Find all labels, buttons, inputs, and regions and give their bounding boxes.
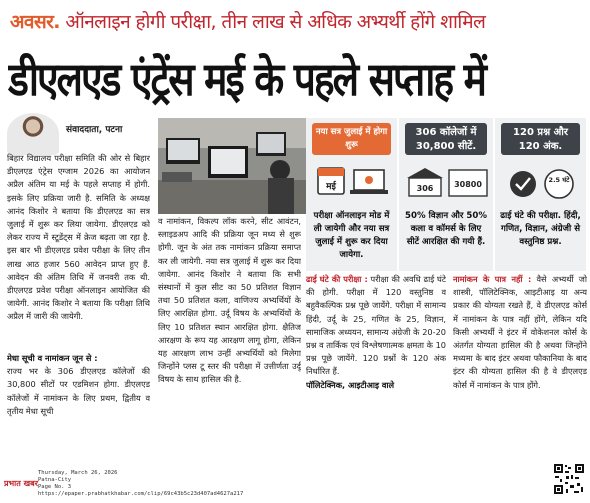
- calendar-laptop-icon: [306, 162, 397, 206]
- subhead-exam-duration: ढाई घंटे की परीक्षा :: [306, 274, 368, 284]
- card-pill: 306 कॉलेजों में 30,800 सीटें.: [405, 123, 487, 155]
- subhead-merit-list: मेधा सूची व नामांकन जून से :: [7, 353, 98, 363]
- college-building-icon: [399, 162, 493, 206]
- calendar-month-label: मई: [326, 182, 336, 192]
- kicker-text: ऑनलाइन होगी परीक्षा, तीन लाख से अधिक अभ्यर्थी होंगे शामिल: [59, 11, 486, 33]
- newspaper-logo: प्रभात खबर: [4, 479, 38, 488]
- card-text: परीक्षा ऑनलाइन मोड में ली जायेगी और नया सत्र जुलाई में शुरू कर दिया जायेगा.: [313, 211, 390, 260]
- clip-metadata: [38, 470, 243, 498]
- duration-label: 2.5 घंटे: [548, 176, 570, 184]
- article-paragraph: राज्य भर के 306 डीएलएड कॉलेजों की 30,800 सीटों पर एडमिशन होगा. डीएलएड कॉलेजों में नामांकन के लिए प्रथम, द्वितीय व तृतीय मेधा सूची: [7, 366, 150, 416]
- subhead-not-eligible: नामांकन के पात्र नहीं :: [453, 274, 532, 284]
- computer-lab-image: [158, 118, 306, 214]
- card-text: 50% विज्ञान और 50% कला व कॉमर्स के लिए सीटें आरक्षित की गयी हैं.: [405, 211, 487, 247]
- clip-edition: Patna-City: [38, 477, 72, 483]
- exam-hall-photo: [158, 118, 306, 214]
- qr-code-icon: [553, 463, 585, 495]
- article-paragraph: वैसे अभ्यर्थी जो शास्त्री, पॉलिटेक्निक, आइटीआइ या अन्य प्रकार की योग्यता रखते हैं, वे डीएलएड कोर्स में नामांकन के पात्र नहीं होंगे, लेकिन यदि किसी अभ्यर्थी ने इंटर में वोकेशनल कोर्स के अंतर्गत योग्यता हासिल की है अथवा जिन्होंने मध्यमा के बाद इंटर अथवा फौकानिया के बाद इंटर की योग्यता हासिल की है वे डीएलएड कोर्स में नामांकन के पात्र होंगे.: [453, 274, 587, 390]
- college-count-label: 306: [416, 184, 434, 193]
- info-card-colleges: [399, 118, 493, 271]
- article-column-3: [306, 273, 446, 461]
- info-card-questions: [495, 118, 586, 271]
- article-column-2: व नामांकन, विकल्प लॉक करने, सीट आवंटन, स्लाइडअप आदि की प्रक्रिया जून मध्य से शुरू होगी. जून के अंत तक नामांकन प्रक्रिया समाप्त कर ली जायेगी. नया सत्र जुलाई में शुरू कर दिया जायेगा. आनंद किशोर ने बताया कि सभी संस्थानों में कुल सीट का 50 प्रतिशत विज्ञान तथा 50 प्रतिशत कला, वाणिज्य अभ्यर्थियों के लिए आरक्षित होगा. उर्दू विषय के अभ्यर्थियों के लिए 10 प्रतिशत स्थान आरक्षित होगा. क्षैतिज आरक्षण के रूप यह आरक्षण लागू होगा, लेकिन यह आरक्षण लाभ उन्हीं अभ्यर्थियों को मिलेगा जिन्होंने प्लस टू स्तर की परीक्षा में उत्तीर्णता उर्दू विषय के साथ हासिल की है.: [158, 216, 301, 385]
- info-card-session: [306, 118, 397, 271]
- card-pill: नया सत्र जुलाई में होगा शुरू: [312, 123, 391, 155]
- article-column-1: बिहार विद्यालय परीक्षा समिति की ओर से बिहार डीएलएड एंट्रेस एग्जाम 2026 का आयोजन अप्रैल अंतिम या मई के पहले सप्ताह में होगी. इसके लिए प्रक्रिया जारी है. समिति के अध्यक्ष आनंद किशोर ने बताया कि डीएलएड का सत्र जुलाई में शुरू कर लिया जायेगा. डीएलएड को लेकर राज्य में स्टूडेंट्स में क्रेज बढ़ता जा रहा है. इस बार भी डीएलएड प्रवेश परीक्षा के लिए तीन लाख आठ हजार 560 आवेदन प्राप्त हुए हैं. आवेदन की अंतिम तिथि में जनवरी तक थी. डीएलएड प्रवेश परीक्षा ऑनलाइन आयोजित की जायेगी. आनंद किशोर ने बताया कि परीक्षा तिथि अप्रैल में जारी की जायेगी.: [7, 153, 150, 322]
- article-paragraph: परीक्षा की अवधि ढाई घंटे की होगी. परीक्षा में 120 वस्तुनिष्ठ व बहुवैकल्पिक प्रश्न पूछे जायेंगे. परीक्षा में सामान्य हिंदी, उर्दू के 25, गणित के 25, विज्ञान, सामाजिक अध्ययन, सामान्य अंग्रेजी के 20-20 प्रश्न व तार्किक एवं विश्लेषणात्मक क्षमता के 10 प्रश्न पूछे जायेंगे. 120 प्रश्नों के 120 अंक निर्धारित हैं.: [306, 274, 446, 377]
- article-column-1-continued: [7, 352, 150, 430]
- kicker: [10, 4, 585, 40]
- seat-count-label: 30800: [454, 180, 482, 189]
- headline: डीएलएड एंट्रेंस मई के पहले सप्ताह में: [8, 53, 485, 107]
- clip-url[interactable]: https://epaper.prabhatkhabar.com/clip/69c43b5c23d407ad4627a217: [38, 491, 244, 497]
- reporter-avatar: [7, 113, 59, 155]
- kicker-lead: अवसर.: [10, 11, 60, 33]
- clip-page: Page No. 3: [38, 484, 72, 490]
- checklist-clock-icon: [495, 162, 586, 206]
- card-pill: 120 प्रश्न और 120 अंक.: [501, 123, 580, 155]
- card-text: ढाई घंटे की परीक्षा. हिंदी, गणित, विज्ञान, अंग्रेजी से वस्तुनिष्ठ प्रश्न.: [500, 211, 581, 247]
- clip-date: Thursday, March 26, 2026: [38, 470, 118, 476]
- article-column-4: [453, 273, 587, 461]
- subhead-polytechnic: पॉलिटेक्निक, आइटीआइ वाले: [306, 379, 395, 390]
- byline: संवाददाता, पटना: [66, 125, 123, 135]
